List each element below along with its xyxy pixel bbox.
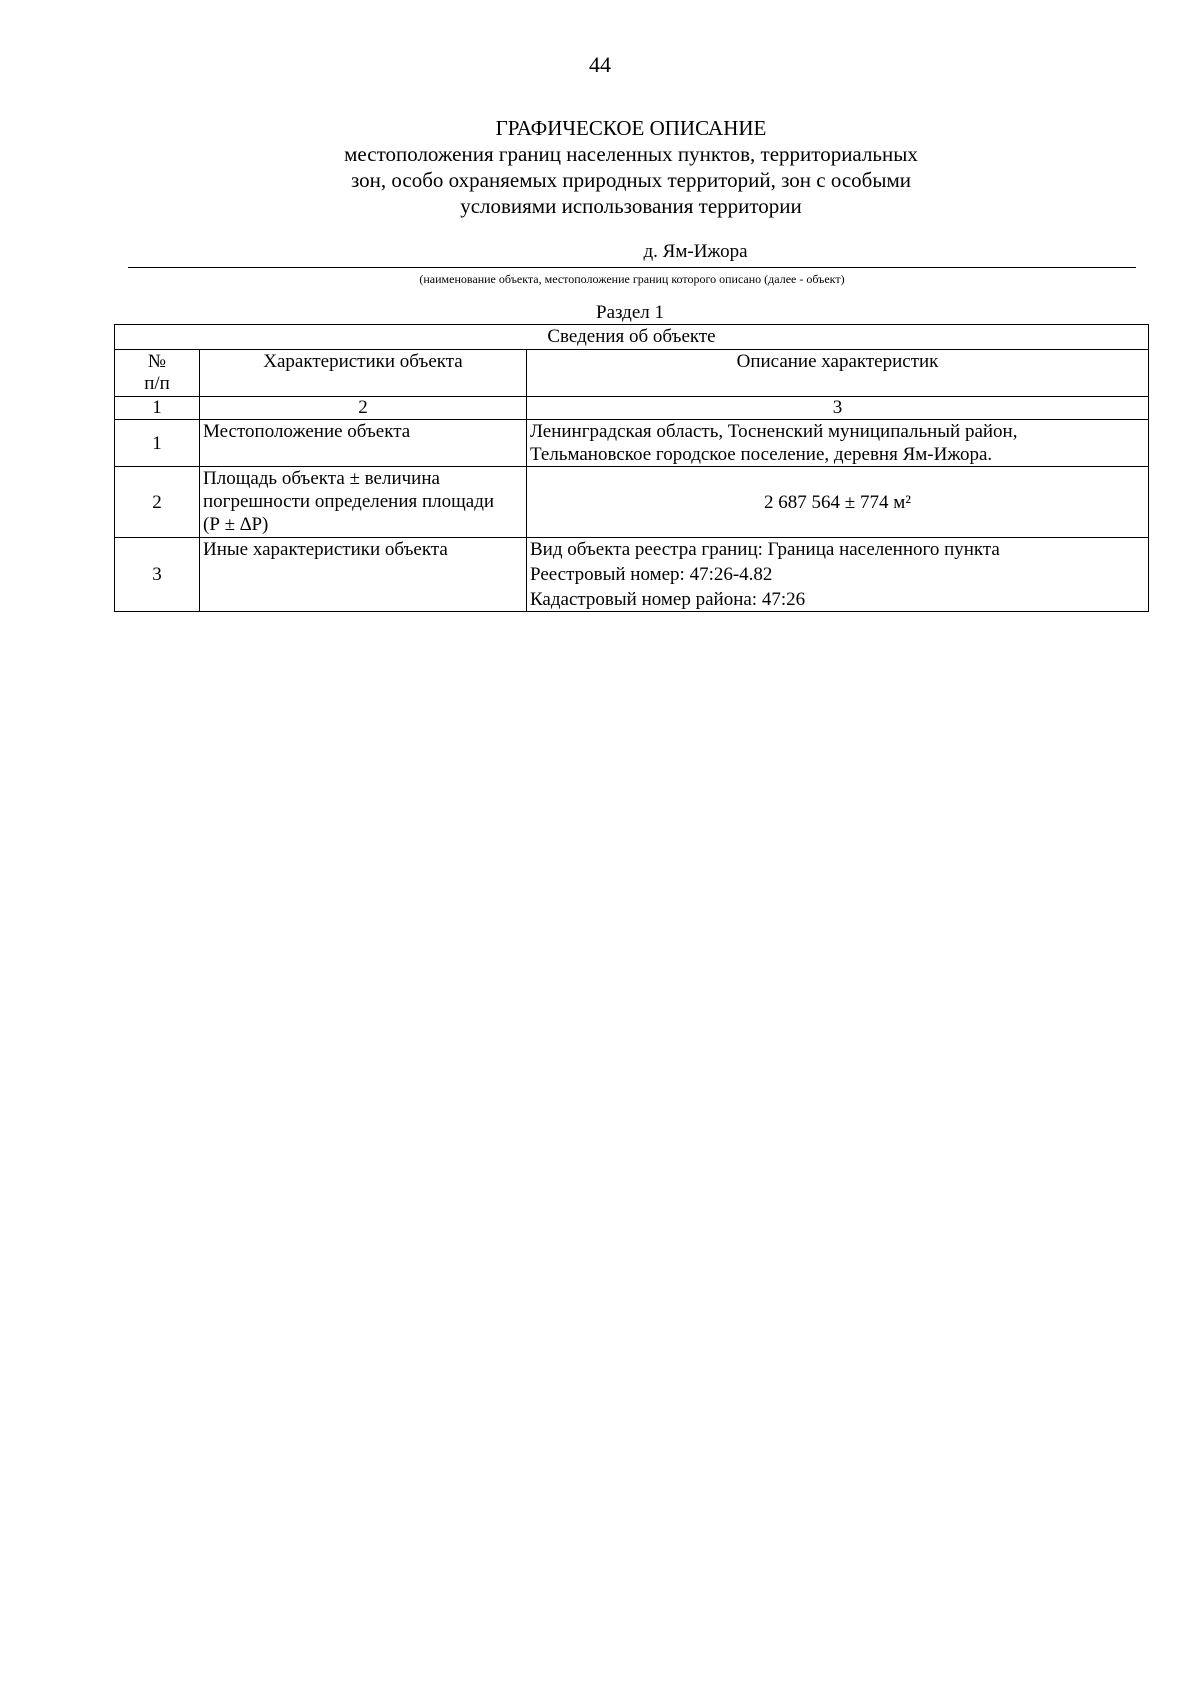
column-index: 3 [527,397,1149,420]
header-description: Описание характеристик [527,350,1149,397]
title-line: зон, особо охраняемых природных территорий, зон с особыми [350,168,912,192]
column-index-row [115,397,1149,420]
row-characteristic: Местоположение объекта [200,420,527,467]
header-characteristics: Характеристики объекта [200,350,527,397]
table-caption: Сведения об объекте [115,325,1149,350]
table-row [115,420,1149,467]
header-number-abbr: п/п [144,373,170,394]
object-info-table [114,324,1149,612]
header-number-symbol: № [147,351,167,372]
row-characteristic: Иные характеристики объекта [200,538,527,612]
object-name-note: (наименование объекта, местоположение границ которого описано (далее - объект) [419,272,845,286]
section-title: Раздел 1 [596,302,664,323]
document-title [0,115,1200,219]
description-line: Ленинградская область, Тосненский муниципальный район, [530,421,1018,442]
row-description [527,538,1149,612]
characteristic-line: (Р ± ∆Р) [203,514,269,535]
row-description: 2 687 564 ± 774 м² [527,467,1149,538]
table-row [115,467,1149,538]
table-header-row [115,350,1149,397]
header-number [115,350,200,397]
characteristic-line: Площадь объекта ± величина [203,468,440,489]
table-row [115,538,1149,612]
object-name: д. Ям-Ижора [643,241,748,262]
row-number: 2 [115,467,200,538]
description-line: Вид объекта реестра границ: Граница населенного пункта [530,539,1000,560]
row-characteristic [200,467,527,538]
row-number: 3 [115,538,200,612]
column-index: 1 [115,397,200,420]
column-index: 2 [200,397,527,420]
row-number: 1 [115,420,200,467]
description-line: Тельмановское городское поселение, деревня Ям-Ижора. [530,444,993,465]
table-caption-row [115,325,1149,350]
row-description [527,420,1149,467]
title-heading: ГРАФИЧЕСКОЕ ОПИСАНИЕ [495,116,767,140]
object-name-underline [128,267,1136,268]
characteristic-line: погрешности определения площади [203,491,495,512]
page-number: 44 [589,52,611,77]
description-line: Реестровый номер: 47:26-4.82 [530,564,773,585]
title-line: местоположения границ населенных пунктов, территориальных [344,142,918,166]
title-line: условиями использования территории [460,194,802,218]
description-line: Кадастровый номер района: 47:26 [530,589,806,610]
